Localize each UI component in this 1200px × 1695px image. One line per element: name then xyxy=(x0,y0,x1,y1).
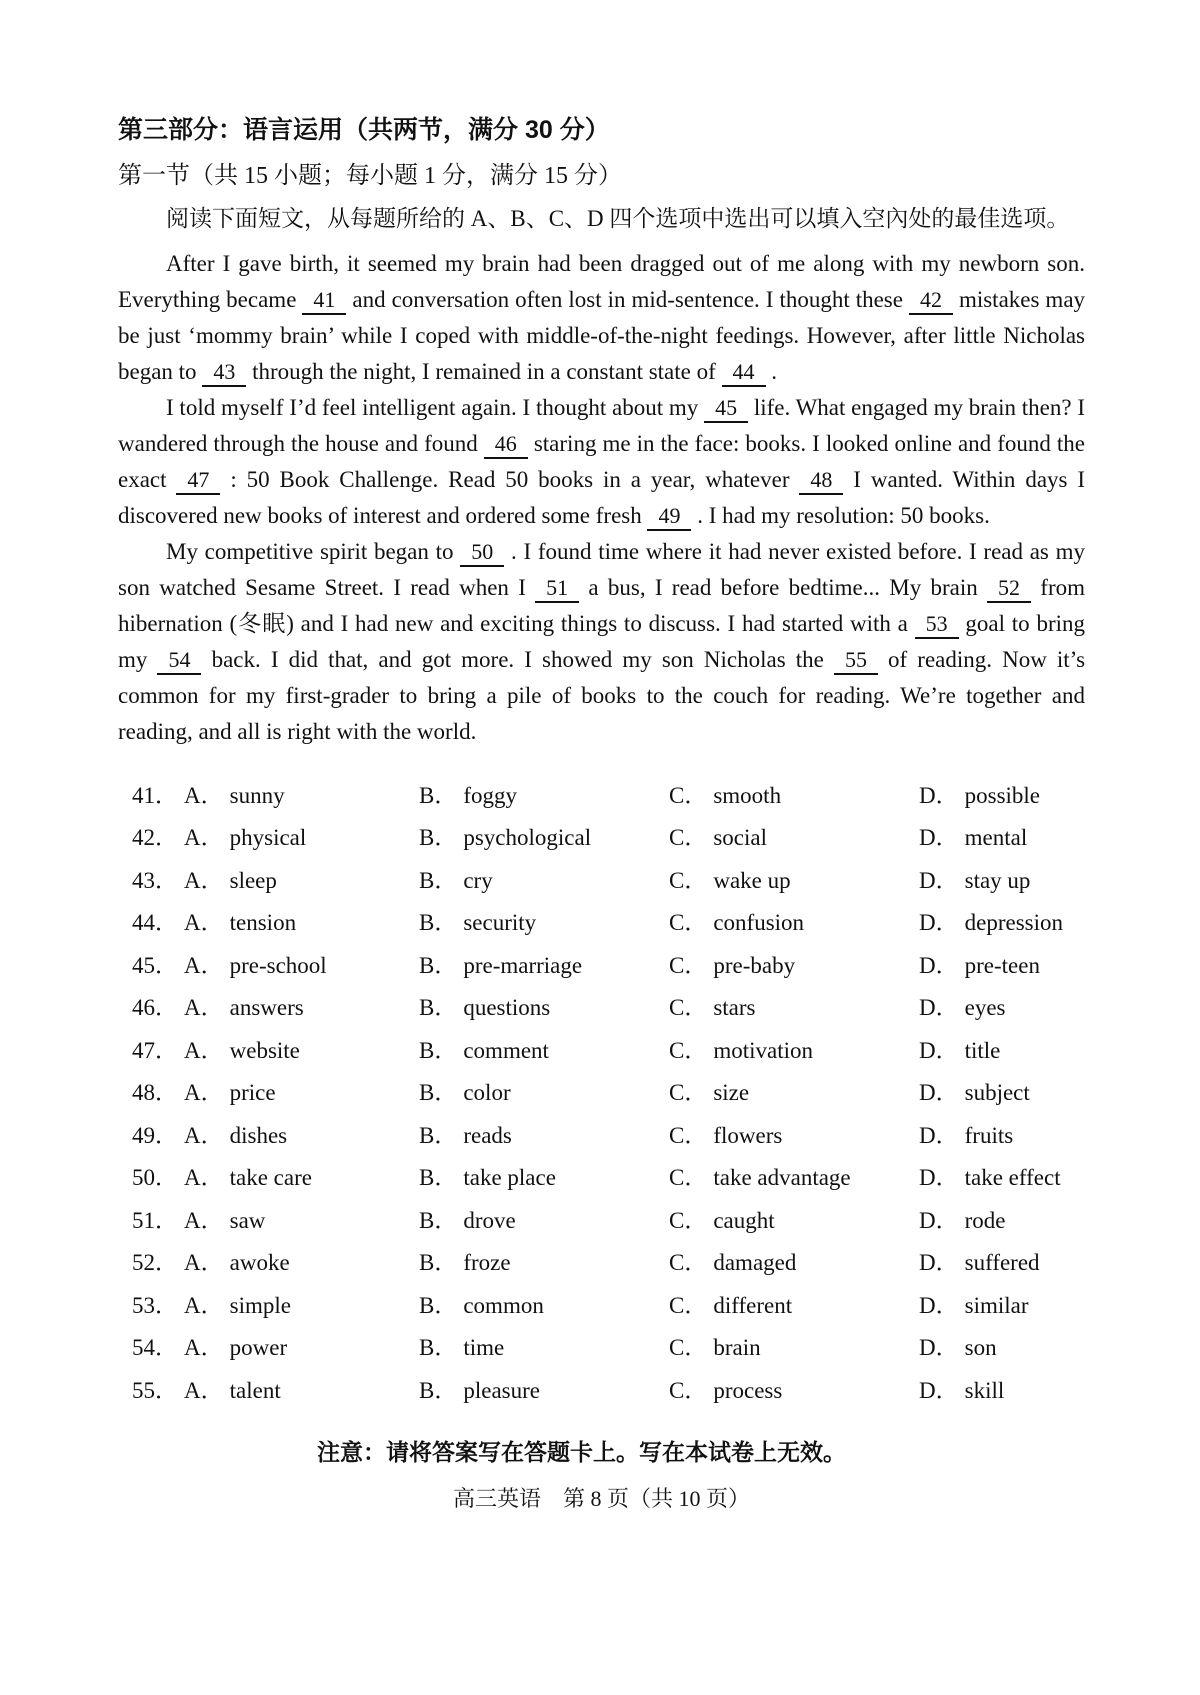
option-text: cry xyxy=(463,867,493,893)
option-text: talent xyxy=(229,1377,281,1403)
option-label: B． xyxy=(419,995,458,1021)
option-c xyxy=(669,1329,919,1362)
option-c xyxy=(669,1287,919,1320)
option-c xyxy=(669,1032,919,1065)
option-a xyxy=(184,1329,419,1362)
option-b xyxy=(419,1244,669,1277)
cloze-blank-53: 53 xyxy=(915,611,959,639)
answer-sheet-note: 注意：请将答案写在答题卡上。写在本试卷上无效。 xyxy=(317,1438,846,1465)
option-a xyxy=(184,1032,419,1065)
option-c xyxy=(669,1074,919,1107)
option-label: D． xyxy=(919,1377,959,1403)
option-d xyxy=(919,1287,1085,1320)
option-label: B． xyxy=(419,1207,458,1233)
subsection-title: 第一节（共 15 小题；每小题 1 分，满分 15 分） xyxy=(118,163,622,189)
option-d xyxy=(919,1159,1085,1192)
option-label: D． xyxy=(919,910,959,936)
question-row-45 xyxy=(132,942,1085,985)
option-label: A． xyxy=(184,1165,224,1191)
option-text: fruits xyxy=(964,1122,1014,1148)
option-text: saw xyxy=(229,1207,266,1233)
question-row-52 xyxy=(132,1240,1085,1283)
cloze-blank-41: 41 xyxy=(302,287,346,315)
option-a xyxy=(184,1202,419,1235)
option-text: physical xyxy=(229,825,307,851)
cloze-blank-46: 46 xyxy=(484,431,528,459)
question-number: 46． xyxy=(132,995,178,1021)
option-text: brain xyxy=(713,1335,761,1361)
option-text: security xyxy=(463,910,537,936)
question-row-43 xyxy=(132,857,1085,900)
option-label: A． xyxy=(184,825,224,851)
option-text: comment xyxy=(463,1037,549,1063)
option-c xyxy=(669,989,919,1022)
option-a xyxy=(184,1117,419,1150)
question-row-48 xyxy=(132,1070,1085,1113)
question-row-54 xyxy=(132,1325,1085,1368)
option-label: A． xyxy=(184,952,224,978)
question-row-49 xyxy=(132,1112,1085,1155)
option-label: C． xyxy=(669,867,708,893)
question-number: 49． xyxy=(132,1122,178,1148)
option-text: pre-teen xyxy=(964,952,1040,978)
option-label: D． xyxy=(919,867,959,893)
option-text: pleasure xyxy=(463,1377,540,1403)
question-number: 50． xyxy=(132,1165,178,1191)
cloze-blank-50: 50 xyxy=(460,539,504,567)
option-text: foggy xyxy=(463,782,518,808)
option-text: time xyxy=(463,1335,505,1361)
option-b xyxy=(419,862,669,895)
page-footer: 高三英语 第 8 页（共 10 页） xyxy=(452,1485,750,1511)
option-text: flowers xyxy=(713,1122,783,1148)
option-text: common xyxy=(463,1292,544,1318)
option-text: different xyxy=(713,1292,793,1318)
option-label: D． xyxy=(919,1335,959,1361)
option-label: B． xyxy=(419,825,458,851)
option-b xyxy=(419,819,669,852)
option-text: drove xyxy=(463,1207,516,1233)
question-row-53 xyxy=(132,1282,1085,1325)
option-b xyxy=(419,1202,669,1235)
option-label: C． xyxy=(669,1377,708,1403)
option-b xyxy=(419,1159,669,1192)
cloze-passage xyxy=(118,246,1085,750)
question-number: 48． xyxy=(132,1080,178,1106)
option-d xyxy=(919,1032,1085,1065)
option-label: A． xyxy=(184,1377,224,1403)
option-text: skill xyxy=(964,1377,1005,1403)
option-a xyxy=(184,862,419,895)
cloze-blank-45: 45 xyxy=(704,395,748,423)
option-d xyxy=(919,1329,1085,1362)
option-label: C． xyxy=(669,1250,708,1276)
option-label: C． xyxy=(669,1165,708,1191)
option-text: tension xyxy=(229,910,297,936)
option-text: froze xyxy=(463,1250,511,1276)
question-row-46 xyxy=(132,985,1085,1028)
option-text: social xyxy=(713,825,767,851)
option-label: B． xyxy=(419,1080,458,1106)
question-number: 44． xyxy=(132,910,178,936)
option-text: title xyxy=(964,1037,1001,1063)
option-label: A． xyxy=(184,995,224,1021)
option-text: depression xyxy=(964,910,1063,936)
option-a xyxy=(184,1244,419,1277)
option-label: A． xyxy=(184,1335,224,1361)
option-label: A． xyxy=(184,1292,224,1318)
option-c xyxy=(669,904,919,937)
question-row-42 xyxy=(132,815,1085,858)
option-d xyxy=(919,1074,1085,1107)
option-label: A． xyxy=(184,867,224,893)
option-d xyxy=(919,989,1085,1022)
question-row-50 xyxy=(132,1155,1085,1198)
cloze-blank-44: 44 xyxy=(722,359,766,387)
option-a xyxy=(184,1372,419,1405)
option-label: D． xyxy=(919,952,959,978)
question-row-47 xyxy=(132,1027,1085,1070)
option-label: C． xyxy=(669,995,708,1021)
option-a xyxy=(184,1287,419,1320)
option-label: D． xyxy=(919,1207,959,1233)
option-label: A． xyxy=(184,1207,224,1233)
option-text: questions xyxy=(463,995,551,1021)
option-b xyxy=(419,1287,669,1320)
option-label: A． xyxy=(184,1250,224,1276)
option-d xyxy=(919,947,1085,980)
option-c xyxy=(669,1202,919,1235)
question-row-44 xyxy=(132,900,1085,943)
option-c xyxy=(669,1159,919,1192)
option-text: suffered xyxy=(964,1250,1040,1276)
option-text: size xyxy=(713,1080,750,1106)
option-d xyxy=(919,819,1085,852)
option-b xyxy=(419,1117,669,1150)
option-text: website xyxy=(229,1037,300,1063)
option-label: C． xyxy=(669,1080,708,1106)
option-text: power xyxy=(229,1335,288,1361)
option-label: B． xyxy=(419,952,458,978)
passage-paragraph: I told myself I’d feel intelligent again. I thought about my 45 life. What engaged my brain then? I wandered through the house and found 46 staring me in the face: books. I looked online and found the exact 47 : 50 Book Challenge. Read 50 books in a year, whatever 48 I wanted. Within days I discovered new books of interest and ordered some fresh 49 . I had my resolution: 50 books. xyxy=(118,390,1085,534)
option-label: D． xyxy=(919,782,959,808)
question-number: 42． xyxy=(132,825,178,851)
instruction-text: 阅读下面短文，从每题所给的 A、B、C、D 四个选项中选出可以填入空內处的最佳选项。 xyxy=(166,206,1070,231)
cloze-blank-52: 52 xyxy=(987,575,1031,603)
option-label: B． xyxy=(419,1122,458,1148)
option-b xyxy=(419,777,669,810)
option-text: wake up xyxy=(713,867,791,893)
cloze-blank-43: 43 xyxy=(202,359,246,387)
option-text: process xyxy=(713,1377,783,1403)
option-text: psychological xyxy=(463,825,592,851)
option-label: B． xyxy=(419,867,458,893)
option-d xyxy=(919,1117,1085,1150)
option-b xyxy=(419,947,669,980)
question-number: 53． xyxy=(132,1292,178,1318)
option-label: D． xyxy=(919,825,959,851)
question-row-41 xyxy=(132,772,1085,815)
option-d xyxy=(919,777,1085,810)
option-text: pre-school xyxy=(229,952,327,978)
option-b xyxy=(419,1329,669,1362)
option-text: take advantage xyxy=(713,1165,851,1191)
option-label: B． xyxy=(419,1165,458,1191)
option-b xyxy=(419,1032,669,1065)
option-text: take effect xyxy=(964,1165,1061,1191)
option-label: D． xyxy=(919,1292,959,1318)
option-text: mental xyxy=(964,825,1028,851)
question-row-55 xyxy=(132,1367,1085,1410)
option-text: color xyxy=(463,1080,511,1106)
option-text: stars xyxy=(713,995,756,1021)
option-text: sleep xyxy=(229,867,277,893)
option-a xyxy=(184,989,419,1022)
cloze-blank-55: 55 xyxy=(834,647,878,675)
option-text: answers xyxy=(229,995,304,1021)
option-text: confusion xyxy=(713,910,805,936)
question-row-51 xyxy=(132,1197,1085,1240)
option-c xyxy=(669,1117,919,1150)
option-label: B． xyxy=(419,910,458,936)
option-d xyxy=(919,904,1085,937)
option-c xyxy=(669,1244,919,1277)
option-text: caught xyxy=(713,1207,775,1233)
option-a xyxy=(184,904,419,937)
option-d xyxy=(919,1372,1085,1405)
option-text: smooth xyxy=(713,782,782,808)
option-text: take place xyxy=(463,1165,556,1191)
option-label: A． xyxy=(184,1122,224,1148)
question-number: 51． xyxy=(132,1207,178,1233)
option-c xyxy=(669,777,919,810)
question-number: 41． xyxy=(132,782,178,808)
option-label: C． xyxy=(669,1335,708,1361)
option-text: motivation xyxy=(713,1037,814,1063)
section-title: 第三部分：语言运用（共两节，满分 30 分） xyxy=(118,116,610,144)
question-number: 45． xyxy=(132,952,178,978)
option-text: rode xyxy=(964,1207,1006,1233)
option-label: A． xyxy=(184,1080,224,1106)
passage-paragraph: After I gave birth, it seemed my brain had been dragged out of me along with my newborn son. Everything became 41 and conversation often lost in mid-sentence. I thought these 42 mistakes may be just ‘mommy brain’ while I coped with middle-of-the-night feedings. However, after little Nicholas began to 43 through the night, I remained in a constant state of 44 . xyxy=(118,246,1085,390)
question-number: 52． xyxy=(132,1250,178,1276)
option-text: stay up xyxy=(964,867,1031,893)
cloze-blank-47: 47 xyxy=(176,467,220,495)
option-d xyxy=(919,1202,1085,1235)
option-label: D． xyxy=(919,1165,959,1191)
option-d xyxy=(919,1244,1085,1277)
option-c xyxy=(669,862,919,895)
option-b xyxy=(419,1074,669,1107)
option-label: B． xyxy=(419,1250,458,1276)
option-text: dishes xyxy=(229,1122,288,1148)
option-d xyxy=(919,862,1085,895)
option-text: sunny xyxy=(229,782,285,808)
option-label: D． xyxy=(919,1037,959,1063)
option-label: C． xyxy=(669,1207,708,1233)
option-label: C． xyxy=(669,1122,708,1148)
option-text: son xyxy=(964,1335,997,1361)
option-a xyxy=(184,1159,419,1192)
option-label: C． xyxy=(669,952,708,978)
option-label: D． xyxy=(919,1080,959,1106)
options-table xyxy=(132,772,1085,1410)
cloze-blank-54: 54 xyxy=(157,647,201,675)
option-label: D． xyxy=(919,1250,959,1276)
option-a xyxy=(184,777,419,810)
cloze-blank-49: 49 xyxy=(647,503,691,531)
option-label: C． xyxy=(669,825,708,851)
passage-paragraph: My competitive spirit began to 50 . I found time where it had never existed before. I read as my son watched Sesame Street. I read when I 51 a bus, I read before bedtime... My brain 52 from hibernation (冬眠) and I had new and exciting things to discuss. I had started with a 53 goal to bring my 54 back. I did that, and got more. I showed my son Nicholas the 55 of reading. Now it’s common for my first-grader to bring a pile of books to the couch for reading. We’re together and reading, and all is right with the world. xyxy=(118,539,1086,744)
option-text: damaged xyxy=(713,1250,797,1276)
option-text: simple xyxy=(229,1292,291,1318)
cloze-blank-51: 51 xyxy=(535,575,579,603)
option-text: similar xyxy=(964,1292,1029,1318)
option-c xyxy=(669,819,919,852)
option-text: reads xyxy=(463,1122,512,1148)
option-text: eyes xyxy=(964,995,1006,1021)
option-text: possible xyxy=(964,782,1041,808)
question-number: 55． xyxy=(132,1377,178,1403)
option-text: take care xyxy=(229,1165,312,1191)
option-label: A． xyxy=(184,1037,224,1063)
option-a xyxy=(184,819,419,852)
option-label: B． xyxy=(419,1037,458,1063)
option-label: B． xyxy=(419,1335,458,1361)
option-text: pre-marriage xyxy=(463,952,583,978)
cloze-blank-48: 48 xyxy=(799,467,843,495)
option-label: B． xyxy=(419,1377,458,1403)
option-label: C． xyxy=(669,1037,708,1063)
option-c xyxy=(669,1372,919,1405)
option-a xyxy=(184,1074,419,1107)
option-text: price xyxy=(229,1080,276,1106)
option-b xyxy=(419,989,669,1022)
question-number: 47． xyxy=(132,1037,178,1063)
option-label: B． xyxy=(419,1292,458,1318)
option-label: C． xyxy=(669,910,708,936)
option-label: C． xyxy=(669,1292,708,1318)
cloze-blank-42: 42 xyxy=(909,287,953,315)
question-number: 54． xyxy=(132,1335,178,1361)
option-label: A． xyxy=(184,782,224,808)
question-number: 43． xyxy=(132,867,178,893)
option-text: awoke xyxy=(229,1250,290,1276)
option-label: C． xyxy=(669,782,708,808)
option-b xyxy=(419,904,669,937)
option-text: subject xyxy=(964,1080,1030,1106)
option-b xyxy=(419,1372,669,1405)
option-label: B． xyxy=(419,782,458,808)
option-label: A． xyxy=(184,910,224,936)
option-text: pre-baby xyxy=(713,952,796,978)
option-label: D． xyxy=(919,995,959,1021)
option-label: D． xyxy=(919,1122,959,1148)
option-a xyxy=(184,947,419,980)
option-c xyxy=(669,947,919,980)
